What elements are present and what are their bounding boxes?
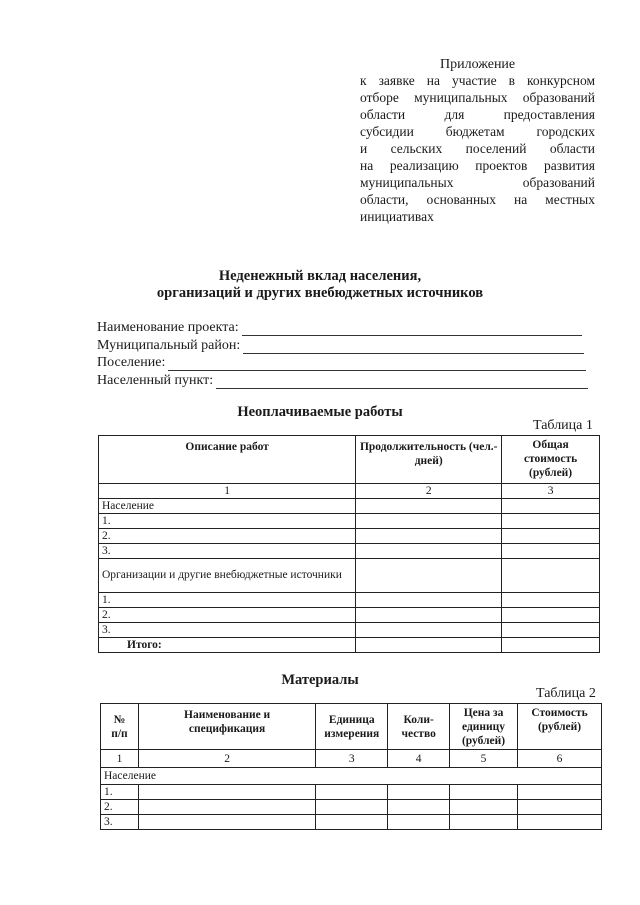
table-cell[interactable]: [356, 608, 502, 623]
header-unit: Единица измерения: [316, 704, 388, 750]
table-cell[interactable]: [316, 785, 388, 800]
table-cell[interactable]: [502, 499, 600, 514]
field-label: Поселение:: [97, 355, 166, 370]
row-number: 1.: [101, 785, 139, 800]
table-cell[interactable]: [518, 815, 602, 830]
row-number: 3.: [101, 815, 139, 830]
appendix-title: Приложение: [440, 57, 516, 72]
table-cell[interactable]: [450, 785, 518, 800]
table-cell[interactable]: [316, 815, 388, 830]
col-number: 1: [99, 484, 356, 499]
table-cell[interactable]: [518, 800, 602, 815]
header-number: № п/п: [101, 704, 139, 750]
appendix-line: инициативах: [360, 209, 434, 224]
total-label: Итого:: [99, 638, 356, 653]
table-materials: [100, 703, 602, 830]
row-number: 3.: [99, 623, 356, 638]
appendix-line: муниципальных образований: [360, 175, 595, 190]
table-cell[interactable]: [450, 800, 518, 815]
table-cell[interactable]: [356, 638, 502, 653]
field-label: Населенный пункт:: [97, 373, 214, 388]
table-cell[interactable]: [316, 800, 388, 815]
row-number: 2.: [101, 800, 139, 815]
table-cell[interactable]: [138, 785, 315, 800]
table1-section-title: Неоплачиваемые работы: [237, 404, 403, 420]
appendix-line: области для предоставления: [360, 107, 595, 122]
table1-caption: Таблица 1: [533, 418, 593, 433]
header-quantity: Коли-чество: [388, 704, 450, 750]
col-number: 6: [518, 750, 602, 768]
table-cell[interactable]: [502, 593, 600, 608]
table-cell[interactable]: [356, 499, 502, 514]
field-municipal-district[interactable]: [97, 338, 584, 354]
appendix-line: и сельских поселений области: [360, 141, 595, 156]
table-cell[interactable]: [388, 800, 450, 815]
appendix-text: [360, 72, 595, 225]
field-line[interactable]: [242, 323, 582, 336]
appendix-line: на реализацию проектов развития: [360, 158, 595, 173]
main-title-line2: организаций и других внебюджетных источников: [156, 285, 484, 301]
table-cell[interactable]: [518, 785, 602, 800]
table-cell[interactable]: [356, 623, 502, 638]
table-cell[interactable]: [356, 514, 502, 529]
appendix-line: к заявке на участие в конкурсном: [360, 73, 595, 88]
field-label: Наименование проекта:: [97, 320, 239, 335]
header-duration: Продолжительность (чел.-дней): [356, 436, 502, 484]
header-total-cost: Общая стоимость (рублей): [502, 436, 600, 484]
row-number: 2.: [99, 529, 356, 544]
field-line[interactable]: [168, 358, 586, 371]
row-number: 3.: [99, 544, 356, 559]
table-cell[interactable]: [356, 544, 502, 559]
table-cell[interactable]: [502, 544, 600, 559]
field-line[interactable]: [216, 376, 588, 389]
table2-section-title: Материалы: [281, 672, 359, 688]
header-unit-price: Цена за единицу (рублей): [450, 704, 518, 750]
table-cell[interactable]: [356, 529, 502, 544]
field-project-name[interactable]: [97, 320, 582, 336]
field-label: Муниципальный район:: [97, 338, 241, 353]
table-cell[interactable]: [502, 559, 600, 593]
appendix-line: области, основанных на местных: [360, 192, 595, 207]
group-label-population: Население: [101, 768, 602, 785]
table-cell[interactable]: [388, 815, 450, 830]
table-cell[interactable]: [502, 623, 600, 638]
table-cell[interactable]: [138, 815, 315, 830]
row-number: 1.: [99, 514, 356, 529]
field-settlement[interactable]: [97, 355, 586, 371]
table-cell[interactable]: [502, 638, 600, 653]
header-cost: Стоимость (рублей): [518, 704, 602, 750]
table-cell[interactable]: [138, 800, 315, 815]
appendix-line: субсидии бюджетам городских: [360, 124, 595, 139]
field-line[interactable]: [243, 341, 584, 354]
appendix-line: отборе муниципальных образований: [360, 90, 595, 105]
row-number: 2.: [99, 608, 356, 623]
col-number: 1: [101, 750, 139, 768]
col-number: 3: [316, 750, 388, 768]
table-cell[interactable]: [356, 593, 502, 608]
header-work-description: Описание работ: [99, 436, 356, 484]
table-cell[interactable]: [502, 529, 600, 544]
group-label-organizations: Организации и другие внебюджетные источники: [99, 559, 356, 593]
col-number: 3: [502, 484, 600, 499]
field-locality[interactable]: [97, 373, 588, 389]
table-cell[interactable]: [356, 559, 502, 593]
table-cell[interactable]: [502, 608, 600, 623]
table-cell[interactable]: [388, 785, 450, 800]
table-cell[interactable]: [502, 514, 600, 529]
group-label-population: Население: [99, 499, 356, 514]
col-number: 2: [356, 484, 502, 499]
main-title-line1: Неденежный вклад населения,: [218, 268, 422, 284]
header-name-spec: Наименование и спецификация: [138, 704, 315, 750]
row-number: 1.: [99, 593, 356, 608]
table2-caption: Таблица 2: [536, 686, 596, 701]
col-number: 4: [388, 750, 450, 768]
col-number: 5: [450, 750, 518, 768]
table-cell[interactable]: [450, 815, 518, 830]
table-unpaid-works: [98, 435, 600, 653]
col-number: 2: [138, 750, 315, 768]
